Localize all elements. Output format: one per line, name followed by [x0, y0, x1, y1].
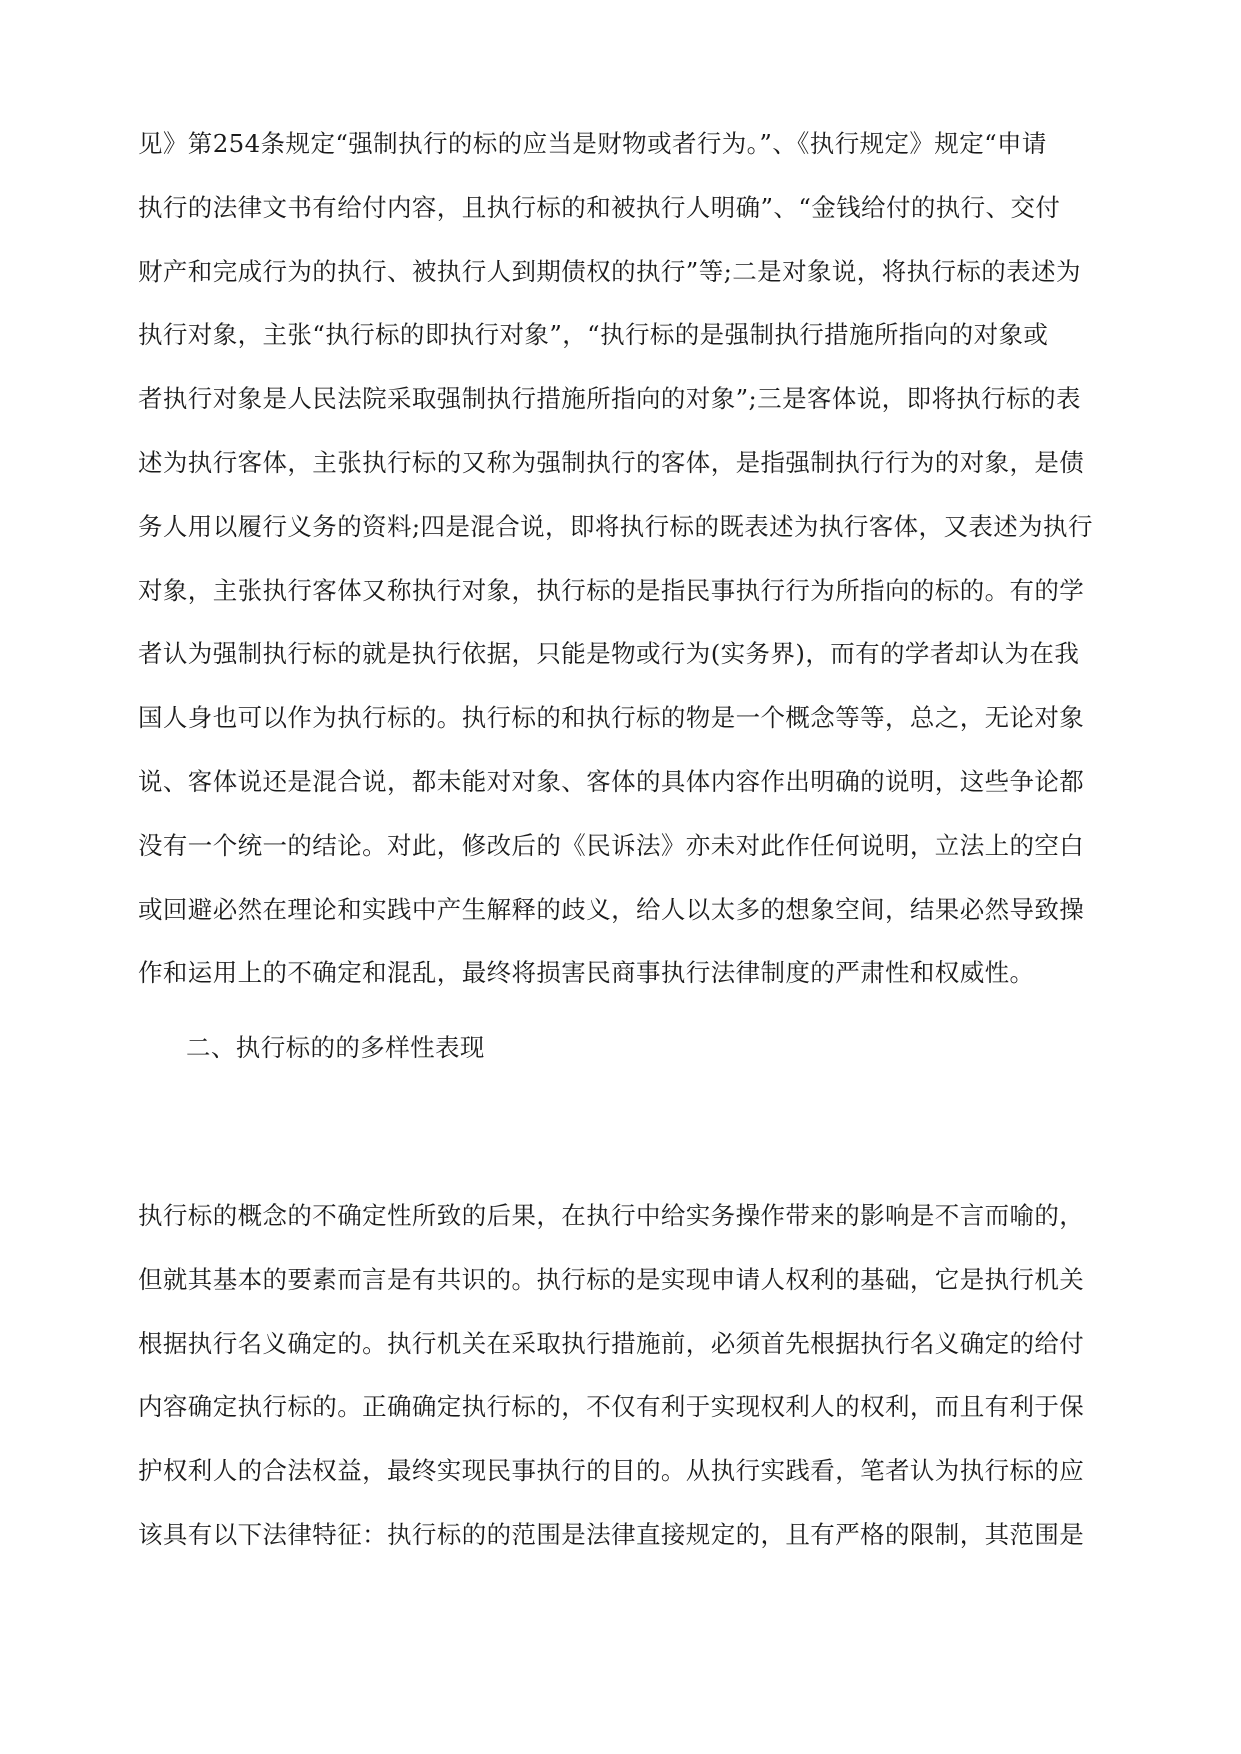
paragraph-1-line: 作和运用上的不确定和混乱，最终将损害民商事执行法律制度的严肃性和权威性。 [138, 958, 1035, 988]
paragraph-2-line: 但就其基本的要素而言是有共识的。执行标的是实现申请人权利的基础，它是执行机关 [138, 1264, 1085, 1294]
paragraph-1-line: 执行对象，主张“执行标的即执行对象”，“执行标的是强制执行措施所指向的对象或 [138, 320, 1049, 350]
section-heading: 二、执行标的的多样性表现 [186, 1033, 485, 1062]
paragraph-1-line: 对象，主张执行客体又称执行对象，执行标的是指民事执行行为所指向的标的。有的学 [138, 575, 1085, 605]
paragraph-1-line: 财产和完成行为的执行、被执行人到期债权的执行”等;二是对象说，将执行标的表述为 [138, 256, 1081, 286]
paragraph-2 [138, 1184, 1104, 1567]
paragraph-1-line: 述为执行客体，主张执行标的又称为强制执行的客体，是指强制执行行为的对象，是债 [138, 447, 1085, 477]
paragraph-2-line: 执行标的概念的不确定性所致的后果，在执行中给实务操作带来的影响是不言而喻的， [138, 1201, 1085, 1230]
paragraph-1-line: 务人用以履行义务的资料;四是混合说，即将执行标的既表述为执行客体，又表述为执行 [138, 511, 1093, 541]
paragraph-1-line: 国人身也可以作为执行标的。执行标的和执行标的物是一个概念等等，总之，无论对象 [138, 703, 1085, 733]
paragraph-1-line: 说、客体说还是混合说，都未能对对象、客体的具体内容作出明确的说明，这些争论都 [138, 766, 1085, 796]
paragraph-2-line: 根据执行名义确定的。执行机关在采取执行措施前，必须首先根据执行名义确定的给付 [138, 1328, 1085, 1358]
paragraph-1-line: 者认为强制执行标的就是执行依据，只能是物或行为(实务界)，而有的学者却认为在我 [138, 639, 1080, 669]
paragraph-2-line: 护权利人的合法权益，最终实现民事执行的目的。从执行实践看，笔者认为执行标的应 [138, 1456, 1085, 1486]
paragraph-2-line: 该具有以下法律特征：执行标的的范围是法律直接规定的，且有严格的限制，其范围是 [138, 1519, 1085, 1549]
paragraph-1-line: 执行的法律文书有给付内容，且执行标的和被执行人明确”、“金钱给付的执行、交付 [138, 192, 1061, 222]
paragraph-1-line: 没有一个统一的结论。对此，修改后的《民诉法》亦未对此作任何说明，立法上的空白 [138, 830, 1085, 860]
paragraph-1-line: 见》第254条规定“强制执行的标的应当是财物或者行为。”、《执行规定》规定“申请 [138, 129, 1047, 158]
paragraph-2-line: 内容确定执行标的。正确确定执行标的，不仅有利于实现权利人的权利，而且有利于保 [138, 1392, 1085, 1422]
paragraph-1-line: 或回避必然在理论和实践中产生解释的歧义，给人以太多的想象空间，结果必然导致操 [138, 894, 1085, 924]
paragraph-1 [138, 112, 1104, 1005]
paragraph-1-line: 者执行对象是人民法院采取强制执行措施所指向的对象”;三是客体说，即将执行标的表 [138, 384, 1081, 414]
